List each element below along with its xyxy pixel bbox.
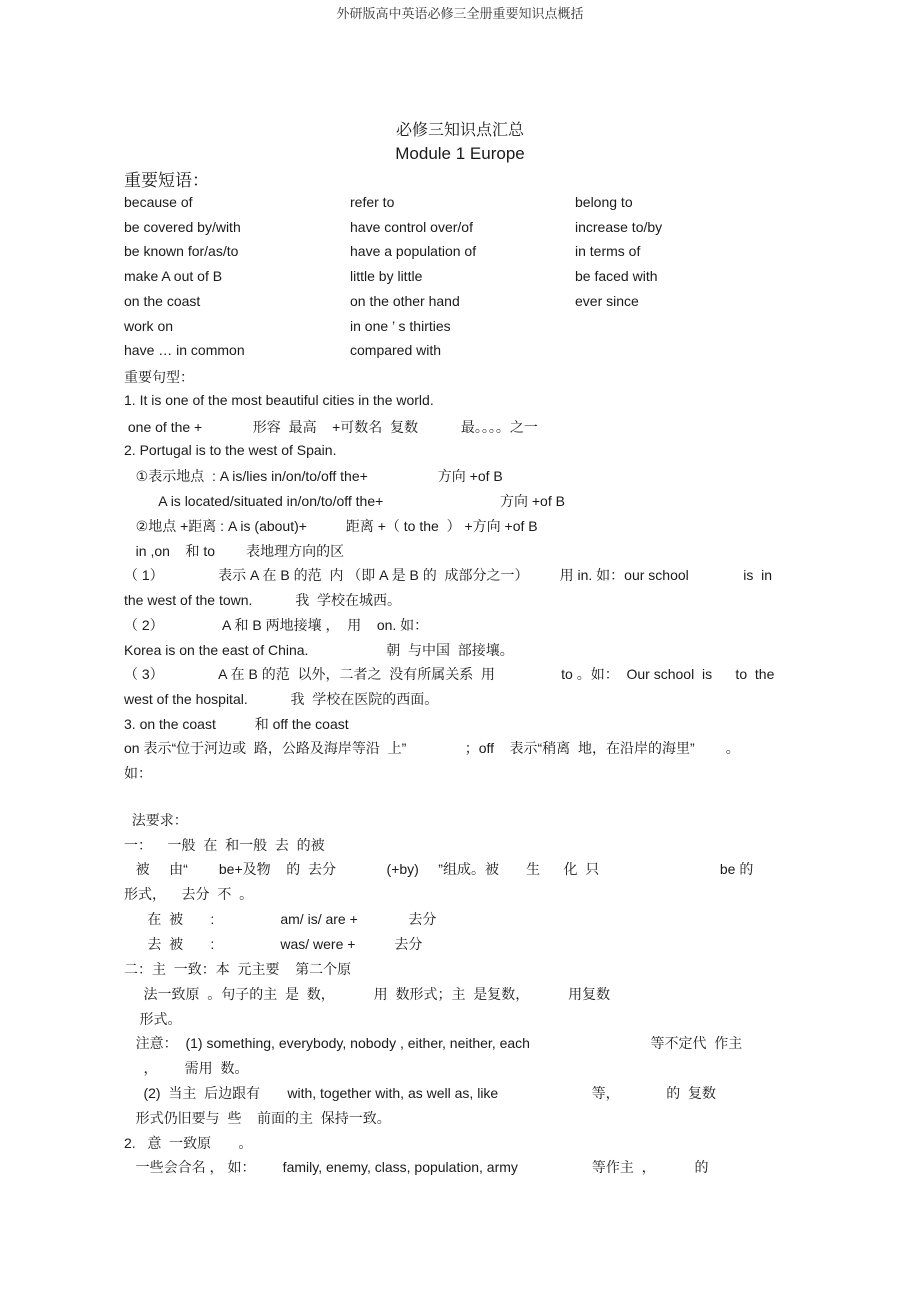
text-line: ①表示地点 : A is/lies in/on/to/off the+ 方向 +of B bbox=[124, 468, 503, 484]
text-line: in ,on 和 to 表地理方向的区 bbox=[124, 543, 345, 559]
text-line: Korea is on the east of China. 朝 与中国 部接壤。 bbox=[124, 642, 514, 658]
text-line: 如： bbox=[124, 765, 152, 781]
text-line: 重要句型： bbox=[124, 369, 194, 385]
phrase-cell: compared with bbox=[350, 342, 442, 358]
text-line: 在 被 : am/ is/ are + 去分 bbox=[124, 911, 437, 927]
phrase-cell: ever since bbox=[575, 293, 639, 309]
text-line: 去 被 : was/ were + 去分 bbox=[124, 936, 423, 952]
text-line: （ 1） 表示 A 在 B 的范 内 （即 A 是 B 的 成部分之一） 用 in. 如：our school is in bbox=[124, 567, 773, 583]
text-line: 形式仍旧要与 些 前面的主 保持一致。 bbox=[124, 1110, 391, 1126]
module-title: Module 1 Europe bbox=[395, 144, 525, 163]
phrase-cell: be known for/as/to bbox=[124, 243, 239, 259]
text-line: 被 由“ be+及物 的 去分 (+by) ”组成。被 生 化 只 be 的 bbox=[124, 861, 754, 877]
phrase-cell: work on bbox=[124, 318, 174, 334]
text-line: (2) 当主 后边跟有 with, together with, as well as, like 等， 的 复数 bbox=[124, 1085, 717, 1101]
doc-title: 必修三知识点汇总 bbox=[395, 122, 524, 139]
text-line: 注意： (1) something, everybody, nobody , either, neither, each 等不定代 作主 bbox=[124, 1035, 743, 1051]
phrase-cell: refer to bbox=[350, 194, 395, 210]
phrase-cell: be covered by/with bbox=[124, 219, 241, 235]
phrase-cell: increase to/by bbox=[575, 219, 663, 235]
text-line: 2. 意 一致原 。 bbox=[124, 1135, 253, 1151]
phrase-cell: on the other hand bbox=[350, 293, 460, 309]
text-line: 形式。 bbox=[124, 1011, 182, 1027]
phrase-cell: little by little bbox=[350, 268, 423, 284]
page-header: 外研版高中英语必修三全册重要知识点概括 bbox=[336, 6, 584, 21]
phrase-cell: in one ’ s thirties bbox=[350, 318, 451, 334]
phrase-cell: because of bbox=[124, 194, 193, 210]
text-line: （ 2） A 和 B 两地接壤 ， 用 on. 如： bbox=[124, 617, 429, 633]
text-line: 二：主 一致：本 元主要 第二个原 bbox=[124, 961, 352, 977]
text-line: 2. Portugal is to the west of Spain. bbox=[124, 442, 337, 458]
text-line: one of the + 形容 最高 +可数名 复数 最。。。。之一 bbox=[124, 419, 538, 435]
text-line: 一： 一般 在 和一般 去 的被 bbox=[124, 837, 325, 853]
text-line: 法一致原 。句子的主 是 数， 用 数形式；主 是复数， 用复数 bbox=[124, 986, 611, 1002]
text-line: 一些会合名 ， 如： family, enemy, class, population, army 等作主 ， 的 bbox=[124, 1159, 709, 1175]
text-line: on 表示“位于河边或 路，公路及海岸等沿 上” ；off 表示“稍离 地，在沿岸的海里” 。 bbox=[124, 740, 740, 756]
phrase-cell: belong to bbox=[575, 194, 633, 210]
text-line: 形式， 去分 不 。 bbox=[124, 886, 254, 902]
phrases-heading: 重要短语： bbox=[124, 171, 209, 190]
phrase-cell: have a population of bbox=[350, 243, 477, 259]
text-line: 1. It is one of the most beautiful cities in the world. bbox=[124, 392, 434, 408]
phrase-cell: be faced with bbox=[575, 268, 658, 284]
text-line: 法要求： bbox=[124, 812, 188, 828]
text-line: A is located/situated in/on/to/off the+ 方向 +of B bbox=[124, 493, 565, 509]
phrase-cell: have … in common bbox=[124, 342, 245, 358]
phrase-cell: make A out of B bbox=[124, 268, 223, 284]
text-line: west of the hospital. 我 学校在医院的西面。 bbox=[124, 691, 439, 707]
text-line: ， 需用 数。 bbox=[124, 1060, 249, 1076]
text-line: the west of the town. 我 学校在城西。 bbox=[124, 592, 401, 608]
phrase-cell: in terms of bbox=[575, 243, 641, 259]
text-line: ②地点 +距离 : A is (about)+ 距离 +（ to the ） +方向 +of B bbox=[124, 518, 538, 534]
text-line: 3. on the coast 和 off the coast bbox=[124, 716, 349, 732]
phrase-cell: have control over/of bbox=[350, 219, 473, 235]
text-line: （ 3） A 在 B 的范 以外，二者之 没有所属关系 用 to 。如： Our school is to the bbox=[124, 666, 775, 682]
phrase-cell: on the coast bbox=[124, 293, 201, 309]
